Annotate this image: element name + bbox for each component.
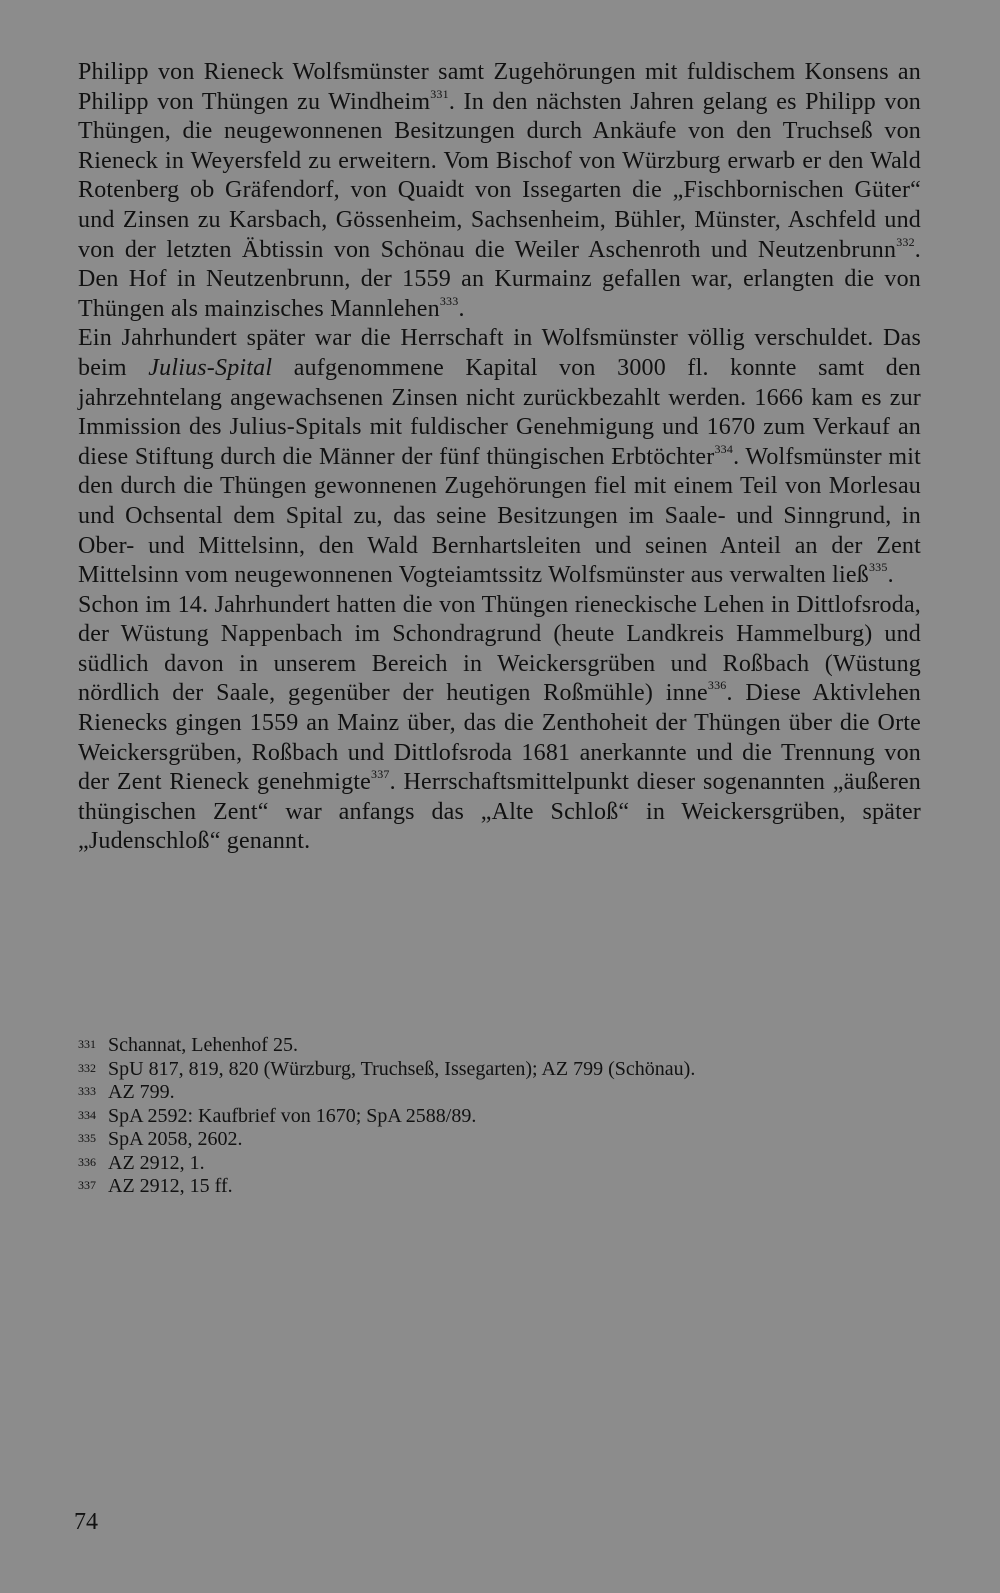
footnote-number: 334: [78, 1107, 96, 1122]
page-number: 74: [74, 1509, 98, 1535]
footnote-reference: 335: [868, 560, 888, 575]
footnote-number: 337: [78, 1178, 96, 1192]
paragraph: [78, 324, 921, 590]
paragraph-text: Ein Jahrhundert später war die Herrschaft in Wolfsmünster völlig verschuldet. Das beim: [78, 325, 921, 381]
footnotes: [78, 1034, 938, 1199]
paragraph-text: . Den Hof in Neutzenbrunn, der 1559 an Kurmainz gefallen war, erlangten die von Thüngen als mainzisches Mannlehen: [78, 236, 921, 322]
body-text: [78, 58, 921, 857]
footnote-number: 331: [78, 1037, 96, 1051]
paragraph-text: Schon im 14. Jahrhundert hatten die von Thüngen rieneckische Lehen in Dittlofsroda, der Wüstung Nappenbach im Schondragrund (heute Landkreis Hammelburg) und südlich davon in unserem Bereich in Weickersgrüben und Roßbach (Wüstung nördlich der Saale, gegenüber der heutigen Roßmühle) inne: [78, 591, 921, 707]
emphasized-text: Julius-Spital: [148, 354, 273, 381]
footnote-reference: 332: [896, 234, 915, 249]
footnote-reference: 333: [439, 293, 459, 308]
footnote-reference: 331: [430, 86, 449, 101]
footnote-text: SpA 2592: Kaufbrief von 1670; SpA 2588/89.: [108, 1104, 477, 1127]
footnote-reference: 334: [714, 441, 734, 456]
footnote: [78, 1105, 938, 1129]
footnote: [78, 1128, 938, 1152]
footnote-number: 336: [78, 1154, 96, 1169]
main-text: [78, 58, 921, 857]
footnote: [78, 1034, 938, 1058]
paragraph: [78, 591, 921, 857]
paragraph-text: aufgenommene Kapital von 3000 fl. konnte samt den jahrzehntelang angewachsenen Zinsen nicht zurückbezahlt werden. 1666 kam es zur Immission des Julius-Spitals mit fuldischer Genehmigung und 1670 zum Verkauf an diese Stiftung durch die Männer der fünf thüngischen Erbtöchter: [78, 354, 921, 470]
footnote-text: AZ 2912, 1.: [108, 1151, 205, 1174]
footnote-reference: 336: [707, 678, 727, 693]
footnote-text: Schannat, Lehenhof 25.: [108, 1034, 298, 1056]
footnote-number: 333: [78, 1084, 96, 1098]
footnote: [78, 1081, 938, 1105]
footnote-text: AZ 799.: [108, 1081, 175, 1103]
footnote-number: 332: [78, 1060, 96, 1075]
footnote: [78, 1175, 938, 1199]
footnote-text: SpA 2058, 2602.: [108, 1128, 243, 1150]
footnote-reference: 337: [371, 767, 390, 782]
paragraph-text: . Diese Aktivlehen Rienecks gingen 1559 an Mainz über, das die Zenthoheit der Thüngen über die Orte Weickersgrüben, Roßbach und Dittlofsroda 1681 anerkannte und die Trennung von der Zent Rieneck genehmigte: [78, 680, 921, 796]
paragraph-text: .: [887, 562, 894, 589]
footnote: [78, 1058, 938, 1082]
paragraph: [78, 58, 921, 324]
footnote-text: SpU 817, 819, 820 (Würzburg, Truchseß, Issegarten); AZ 799 (Schönau).: [108, 1057, 696, 1080]
paragraph-text: .: [458, 295, 465, 322]
paragraph-text: Philipp von Rieneck Wolfsmünster samt Zugehörungen mit fuldischem Konsens an Philipp von Thüngen zu Windheim: [78, 59, 921, 115]
paragraph-text: . Wolfsmünster mit den durch die Thüngen gewonnenen Zugehörungen fiel mit einem Teil von Morlesau und Ochsental dem Spital zu, das seine Besitzungen im Saale- und Sinngrund, in Ober- und Mittelsinn, den Wald Bernhartsleiten und seinen Anteil an der Zent Mittelsinn vom neugewonnenen Vogteiamtssitz Wolfsmünster aus verwalten ließ: [78, 443, 921, 589]
paragraph-text: . In den nächsten Jahren gelang es Philipp von Thüngen, die neugewonnenen Besitzungen durch Ankäufe von den Truchseß von Rieneck in Weyersfeld zu erweitern. Vom Bischof von Würzburg erwarb er den Wald Rotenberg ob Gräfendorf, von Quaidt von Issegarten die „Fischbornischen Güter“ und Zinsen zu Karsbach, Gössenheim, Sachsenheim, Bühler, Münster, Aschfeld und von der letzten Äbtissin von Schönau die Weiler Aschenroth und Neutzenbrunn: [78, 88, 922, 263]
paragraph-text: . Herrschaftsmittelpunkt dieser sogenannten „äußeren thüngischen Zent“ war anfangs das „Alte Schloß“ in Weickersgrüben, später „Judenschloß“ genannt.: [78, 769, 921, 855]
footnote-number: 335: [78, 1131, 96, 1145]
footnote-text: AZ 2912, 15 ff.: [108, 1175, 233, 1197]
footnote: [78, 1152, 938, 1176]
